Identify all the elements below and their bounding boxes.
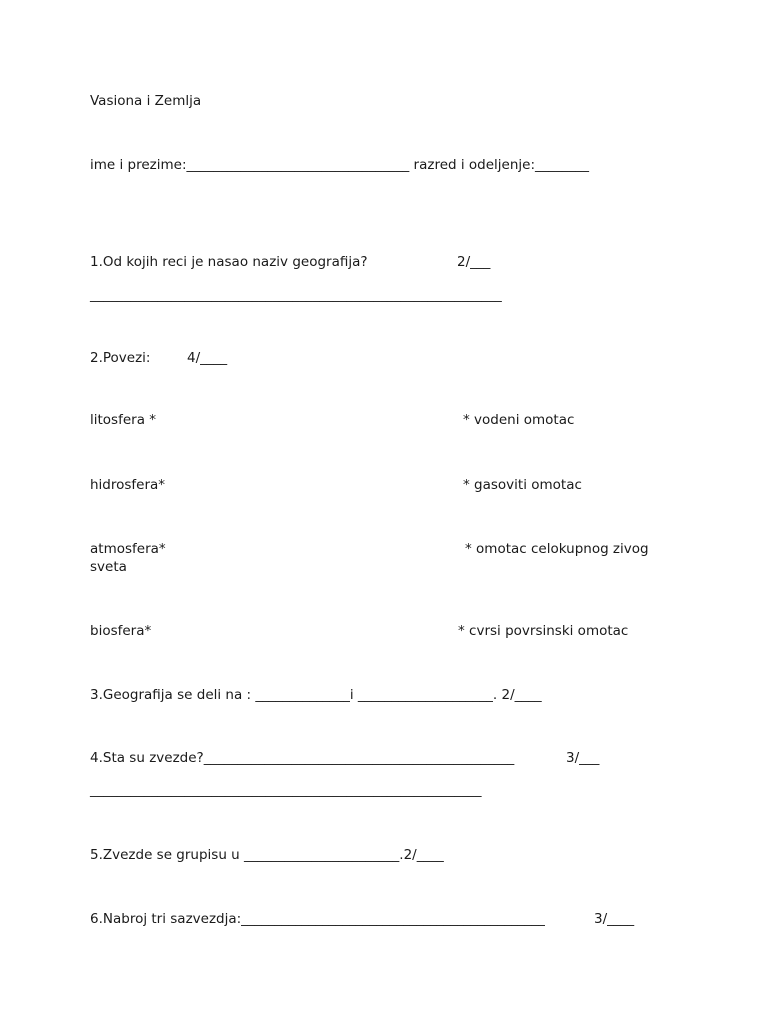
question-1-points: 2/___ [457, 254, 491, 270]
match-right-vodeni-omotac: * vodeni omotac [463, 412, 575, 428]
match-right-omotac-zivog: * omotac celokupnog zivog [465, 541, 649, 557]
question-4-answer-line: __________________________________________________________ [90, 782, 482, 798]
question-6-text: 6.Nabroj tri sazvezdja:_____________________________________________ [90, 911, 545, 927]
question-1-text: 1.Od kojih reci je nasao naziv geografija? [90, 254, 368, 270]
question-5-text: 5.Zvezde se grupisu u _______________________.2/____ [90, 847, 444, 863]
question-6-points: 3/____ [594, 911, 635, 927]
match-right-wrap-sveta: sveta [90, 559, 127, 575]
question-1-answer-line: _____________________________________________________________ [90, 287, 502, 303]
match-left-atmosfera: atmosfera* [90, 541, 166, 557]
question-3-text: 3.Geografija se deli na : ______________i ____________________. 2/____ [90, 687, 542, 703]
question-2-text: 2.Povezi: [90, 350, 151, 366]
worksheet-title: Vasiona i Zemlja [90, 93, 202, 109]
match-left-biosfera: biosfera* [90, 623, 152, 639]
match-right-gasoviti-omotac: * gasoviti omotac [463, 477, 582, 493]
name-class-line: ime i prezime:_________________________________ razred i odeljenje:________ [90, 157, 590, 173]
question-4-points: 3/___ [566, 750, 600, 766]
match-left-hidrosfera: hidrosfera* [90, 477, 166, 493]
match-right-cvrsi-omotac: * cvrsi povrsinski omotac [458, 623, 629, 639]
question-4-text: 4.Sta su zvezde?______________________________________________ [90, 750, 515, 766]
question-2-points: 4/____ [187, 350, 228, 366]
match-left-litosfera: litosfera * [90, 412, 157, 428]
